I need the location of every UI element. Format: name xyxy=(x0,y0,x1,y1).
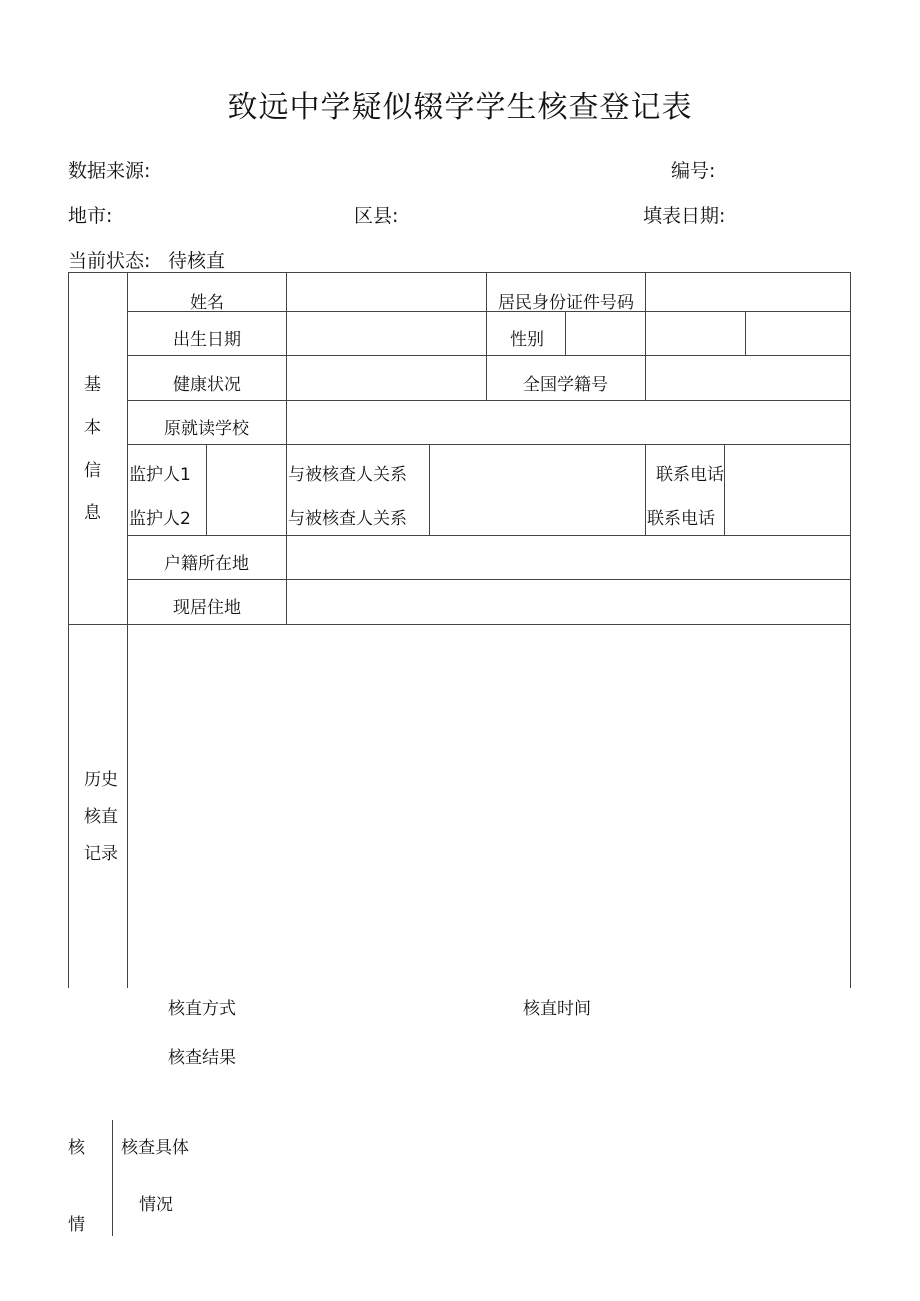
basic-section-char: 信 xyxy=(84,461,101,481)
city-label: 地市: xyxy=(68,205,113,227)
serial-label: 编号: xyxy=(671,160,716,182)
col-divider xyxy=(724,444,725,535)
basic-section-char: 基 xyxy=(84,375,101,395)
history-section-line: 历史 xyxy=(84,770,118,790)
col-divider xyxy=(429,444,430,535)
county-label: 区县: xyxy=(354,205,399,227)
row-divider xyxy=(127,444,851,445)
fill-date-label: 填表日期: xyxy=(643,205,726,227)
section-divider xyxy=(68,624,851,625)
row-divider xyxy=(127,400,851,401)
phone1-label: 联系电话 xyxy=(656,465,724,485)
health-label: 健康状况 xyxy=(173,375,241,395)
section-label-divider xyxy=(127,272,128,988)
id-number-label: 居民身份证件号码 xyxy=(498,293,634,313)
table-left-border xyxy=(68,272,69,988)
student-no-label: 全国学籍号 xyxy=(523,375,608,395)
row-divider xyxy=(127,311,851,312)
check-detail-label-2: 情况 xyxy=(139,1195,173,1215)
residence-label: 现居住地 xyxy=(173,598,241,618)
check-detail-divider xyxy=(112,1120,113,1236)
row-divider xyxy=(127,355,851,356)
col-divider xyxy=(206,444,207,535)
birth-date-label: 出生日期 xyxy=(173,330,241,350)
col-divider xyxy=(565,311,566,355)
history-section-line: 记录 xyxy=(84,844,118,864)
relation2-label: 与被核查人关系 xyxy=(288,509,407,529)
basic-section-char: 本 xyxy=(84,418,101,438)
table-top-border xyxy=(68,272,851,273)
history-section-line: 核直 xyxy=(84,807,118,827)
label-column-divider xyxy=(286,272,287,624)
guardian2-label: 监护人2 xyxy=(129,509,191,529)
row-divider xyxy=(127,535,851,536)
phone2-label: 联系电话 xyxy=(647,509,715,529)
basic-section-char: 息 xyxy=(84,503,101,523)
gender-label: 性别 xyxy=(510,330,544,350)
status-value: 待核直 xyxy=(168,250,226,272)
status-label: 当前状态: xyxy=(68,250,151,272)
relation1-label: 与被核查人关系 xyxy=(288,465,407,485)
col-divider xyxy=(486,272,487,400)
check-side-char: 核 xyxy=(68,1138,85,1158)
col-divider xyxy=(645,444,646,535)
check-time-label: 核直时间 xyxy=(523,999,591,1019)
col-divider xyxy=(645,272,646,400)
row-divider xyxy=(127,579,851,580)
table-right-border xyxy=(850,272,851,988)
hukou-label: 户籍所在地 xyxy=(164,554,249,574)
guardian1-label: 监护人1 xyxy=(129,465,191,485)
name-label: 姓名 xyxy=(190,293,224,313)
orig-school-label: 原就读学校 xyxy=(164,419,249,439)
page-title: 致远中学疑似辍学学生核查登记表 xyxy=(227,90,693,125)
data-source-label: 数据来源: xyxy=(68,160,151,182)
col-divider xyxy=(745,311,746,355)
check-side-char: 情 xyxy=(68,1215,85,1235)
check-method-label: 核直方式 xyxy=(168,999,236,1019)
check-result-label: 核查结果 xyxy=(168,1048,236,1068)
check-detail-label: 核查具体 xyxy=(121,1138,189,1158)
